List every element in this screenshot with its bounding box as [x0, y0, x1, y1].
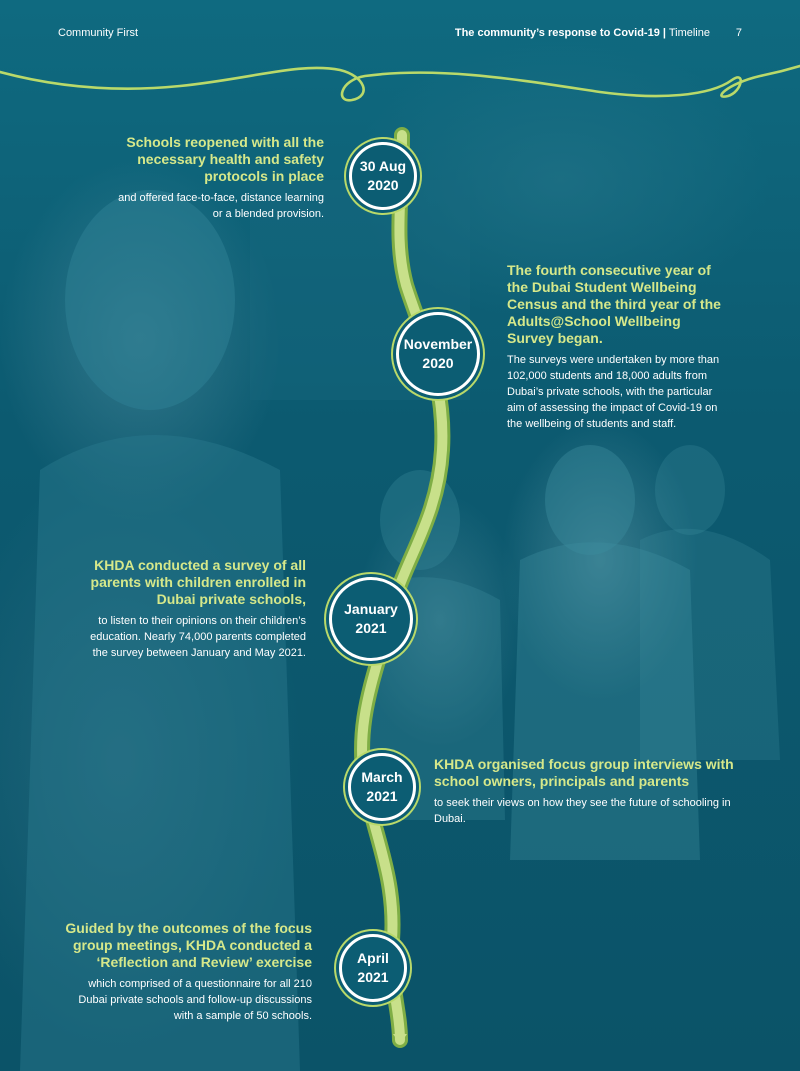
entry-body: to seek their views on how they see the future of schooling in Dubai. — [434, 797, 731, 825]
timeline-entry-apr-2021 — [60, 920, 312, 1024]
date-month: January — [344, 601, 398, 617]
date-month: November — [403, 336, 473, 352]
date-badge-jan-2021 — [329, 577, 413, 661]
page-number: 7 — [735, 27, 742, 39]
date-badge-apr-2021 — [339, 934, 407, 1002]
date-month: 30 Aug — [359, 158, 407, 174]
entry-heading: KHDA conducted a survey of all parents with children enrolled in Dubai private schools, — [90, 557, 306, 607]
section-title-main: The community’s response to Covid-19 | — [454, 27, 666, 39]
entry-body: to listen to their opinions on their children’s education. Nearly 74,000 parents completed the survey between January and May 2021. — [90, 615, 306, 659]
date-year: 2021 — [366, 788, 398, 804]
entry-body: The surveys were undertaken by more than 102,000 students and 18,000 adults from Dubai’s private schools, with the particular aim of assessing the impact of Covid-19 on the wellbeing of students and staff. — [507, 354, 720, 430]
date-month: March — [361, 769, 403, 785]
timeline-entry-nov-2020 — [507, 262, 729, 432]
entry-heading: Guided by the outcomes of the focus group meetings, KHDA conducted a ‘Reflection and Review’ exercise — [65, 920, 312, 970]
decorative-squiggle — [0, 66, 800, 100]
entry-heading: Schools reopened with all the necessary health and safety protocols in place — [126, 134, 324, 184]
timeline-entry-jan-2021 — [80, 557, 306, 661]
timeline-entry-aug-2020 — [110, 134, 324, 222]
date-year: 2021 — [357, 969, 389, 985]
entry-body: which comprised of a questionnaire for all 210 Dubai private schools and follow-up discussions with a sample of 50 schools. — [78, 978, 312, 1022]
date-badge-aug-2020 — [349, 142, 417, 210]
entry-heading: The fourth consecutive year of the Dubai Student Wellbeing Census and the third year of the Adults@School Wellbeing Survey began. — [507, 262, 721, 346]
date-year: 2020 — [367, 177, 399, 193]
timeline-entry-mar-2021 — [434, 756, 734, 827]
date-badge-mar-2021 — [348, 753, 416, 821]
date-year: 2020 — [422, 355, 454, 371]
section-title-sub: Timeline — [668, 27, 710, 39]
date-month: April — [357, 950, 389, 966]
brand-name: Community First — [58, 27, 139, 39]
entry-heading: KHDA organised focus group interviews with school owners, principals and parents — [434, 756, 734, 789]
date-badge-nov-2020 — [396, 312, 480, 396]
entry-body: and offered face-to-face, distance learning or a blended provision. — [118, 192, 324, 220]
date-year: 2021 — [355, 620, 387, 636]
